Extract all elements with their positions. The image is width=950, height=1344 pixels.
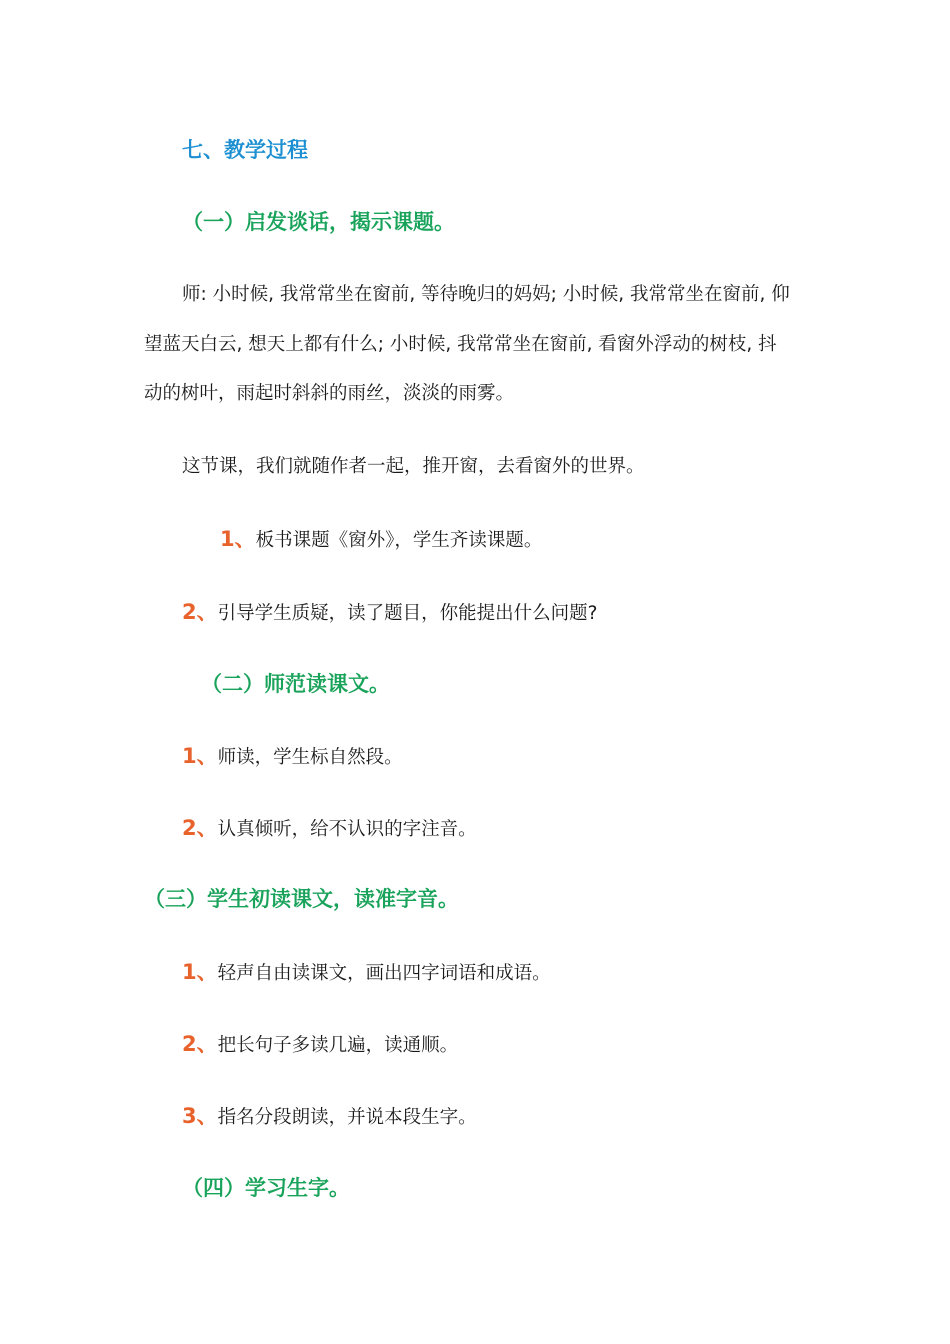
list-text: 师读，学生标自然段。	[217, 747, 403, 768]
list-item	[182, 960, 551, 986]
list-text: 指名分段朗读，并说本段生字。	[217, 1107, 477, 1128]
list-text: 认真倾听，给不认识的字注音。	[217, 819, 477, 840]
list-text: 轻声自由读课文，画出四字词语和成语。	[217, 963, 551, 984]
part1-paragraph-line-3: 动的树叶，雨起时斜斜的雨丝，淡淡的雨雾。	[144, 383, 515, 404]
list-item	[182, 1104, 477, 1130]
list-item	[182, 816, 477, 842]
list-number: 1、	[182, 960, 218, 984]
part1-paragraph-2: 这节课，我们就随作者一起，推开窗，去看窗外的世界。	[182, 456, 645, 477]
list-text: 把长句子多读几遍，读通顺。	[217, 1035, 459, 1056]
list-number: 1、	[182, 744, 218, 768]
list-item	[220, 527, 542, 553]
part3-heading: （三）学生初读课文，读准字音。	[144, 887, 459, 911]
list-item	[182, 600, 597, 626]
section-title: 七、教学过程	[182, 138, 308, 162]
list-number: 2、	[182, 816, 218, 840]
list-item	[182, 744, 403, 770]
part4-heading: （四）学习生字。	[182, 1176, 350, 1200]
part1-paragraph-line-2: 望蓝天白云, 想天上都有什么; 小时候, 我常常坐在窗前, 看窗外浮动的树枝, 抖	[144, 334, 777, 355]
list-number: 3、	[182, 1104, 218, 1128]
list-text: 引导学生质疑，读了题目，你能提出什么问题?	[217, 603, 598, 624]
list-text: 板书课题《窗外》，学生齐读课题。	[255, 530, 543, 551]
list-number: 2、	[182, 600, 218, 624]
list-number: 1、	[220, 527, 256, 551]
part1-heading: （一）启发谈话，揭示课题。	[182, 210, 455, 234]
list-item	[182, 1032, 458, 1058]
part1-paragraph-line-1: 师: 小时候, 我常常坐在窗前, 等待晚归的妈妈; 小时候, 我常常坐在窗前, 仰	[182, 284, 790, 305]
part2-heading: （二）师范读课文。	[201, 672, 390, 696]
list-number: 2、	[182, 1032, 218, 1056]
